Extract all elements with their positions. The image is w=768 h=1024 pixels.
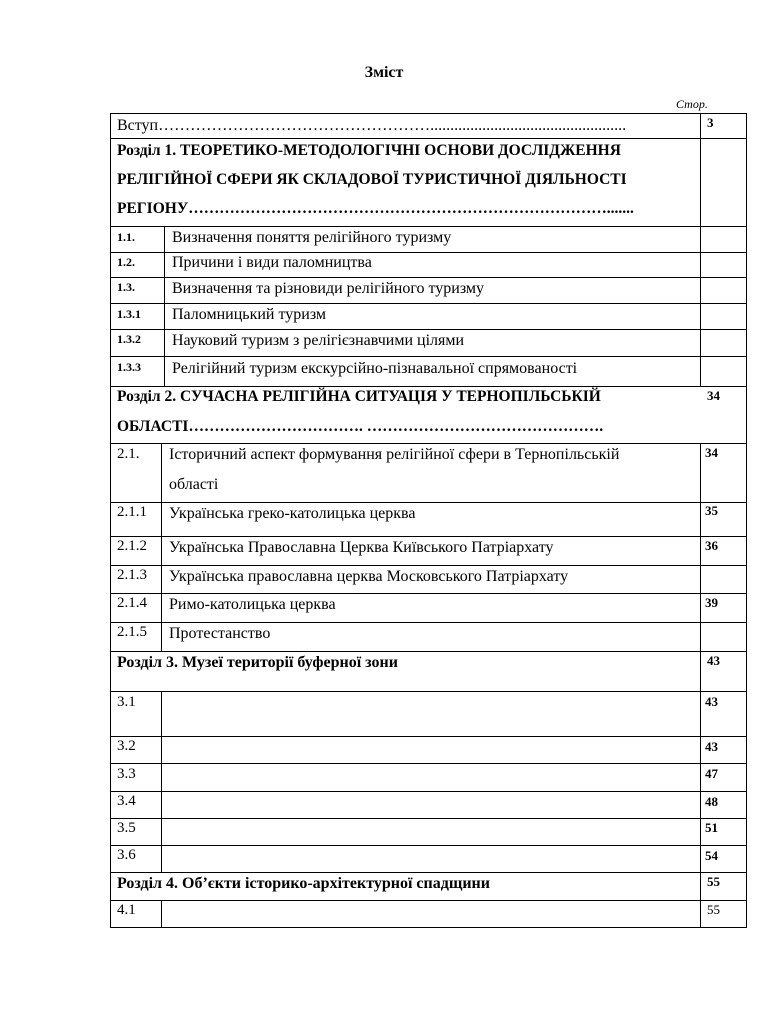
item-number: 2.1.5 — [117, 624, 147, 640]
item-title: Науковий туризм з релігієзнавчими цілями — [172, 332, 465, 349]
item-page: 43 — [705, 694, 718, 709]
section-2-line-1: Розділ 2. СУЧАСНА РЕЛІГІЙНА СИТУАЦІЯ У ТЕРНОПІЛЬСЬКІЙ — [117, 388, 601, 405]
item-title: Релігійний туризм екскурсійно-пізнавальної спрямованості — [172, 360, 578, 377]
item-title: Визначення поняття релігійного туризму — [172, 229, 452, 246]
item-number: 2.1.4 — [117, 595, 147, 611]
item-page: 39 — [705, 595, 718, 610]
item-number: 2.1.2 — [117, 538, 147, 554]
item-number: 2.1.1 — [117, 504, 147, 520]
item-title: Визначення та різновиди релігійного туризму — [172, 280, 485, 297]
intro-text: Вступ……………………………………………................................................. — [117, 117, 627, 134]
item-number: 3.5 — [117, 820, 136, 836]
item-page: 35 — [705, 503, 718, 518]
item-number: 3.1 — [117, 694, 136, 710]
item-number: 1.3.2 — [117, 332, 141, 346]
item-page: 36 — [705, 538, 718, 553]
item-page: 55 — [707, 902, 720, 917]
item-title: Причини і види паломництва — [172, 254, 372, 271]
item-page: 43 — [705, 739, 718, 754]
item-page: 51 — [705, 820, 718, 835]
item-title: Українська греко-католицька церква — [169, 505, 416, 522]
item-number: 1.3.3 — [117, 360, 141, 374]
section-4-title: Розділ 4. Об’єкти історико-архітектурної спадщини — [117, 875, 490, 892]
item-title: Римо-католицька церква — [169, 596, 336, 613]
intro-page: 3 — [707, 115, 714, 130]
item-title: Протестанство — [169, 625, 271, 642]
section-4-page: 55 — [707, 874, 720, 889]
item-title: Українська православна церква Московського Патріархату — [169, 568, 569, 585]
item-number: 1.2. — [117, 255, 135, 269]
item-title: Українська Православна Церква Київського Патріархату — [169, 539, 554, 556]
item-number: 1.3. — [117, 280, 135, 294]
item-number: 1.1. — [117, 230, 135, 244]
item-title-continuation: області — [169, 476, 219, 493]
section-3-title: Розділ 3. Музеї території буферної зони — [117, 654, 398, 671]
item-number: 2.1.3 — [117, 567, 147, 583]
item-number: 3.2 — [117, 738, 136, 754]
item-number: 3.3 — [117, 766, 136, 782]
page-column-label: Стор. — [676, 97, 708, 111]
item-number: 3.4 — [117, 793, 136, 809]
item-title: Паломницький туризм — [172, 306, 327, 323]
item-number: 3.6 — [117, 847, 136, 863]
item-number: 4.1 — [117, 902, 136, 918]
item-page: 48 — [705, 794, 718, 809]
section-1-line-2: РЕЛІГІЙНОЇ СФЕРИ ЯК СКЛАДОВОЇ ТУРИСТИЧНОЇ ДІЯЛЬНОСТІ — [117, 171, 627, 188]
section-2-page: 34 — [707, 388, 720, 403]
section-1-line-1: Розділ 1. ТЕОРЕТИКО-МЕТОДОЛОГІЧНІ ОСНОВИ ДОСЛІДЖЕННЯ — [117, 142, 621, 159]
toc-title: Зміст — [364, 64, 404, 81]
item-page: 47 — [705, 766, 718, 781]
item-page: 34 — [705, 445, 718, 460]
item-title: Історичний аспект формування релігійної сфери в Тернопільській — [169, 446, 620, 463]
section-2-line-2: ОБЛАСТІ……………………………. ………………………………………. — [117, 418, 604, 435]
section-1-line-3: РЕГІОНУ………………………………………………………………………....... — [117, 200, 634, 217]
item-number: 2.1. — [117, 446, 140, 462]
item-number: 1.3.1 — [117, 307, 141, 321]
section-3-page: 43 — [707, 653, 720, 668]
item-page: 54 — [705, 848, 718, 863]
